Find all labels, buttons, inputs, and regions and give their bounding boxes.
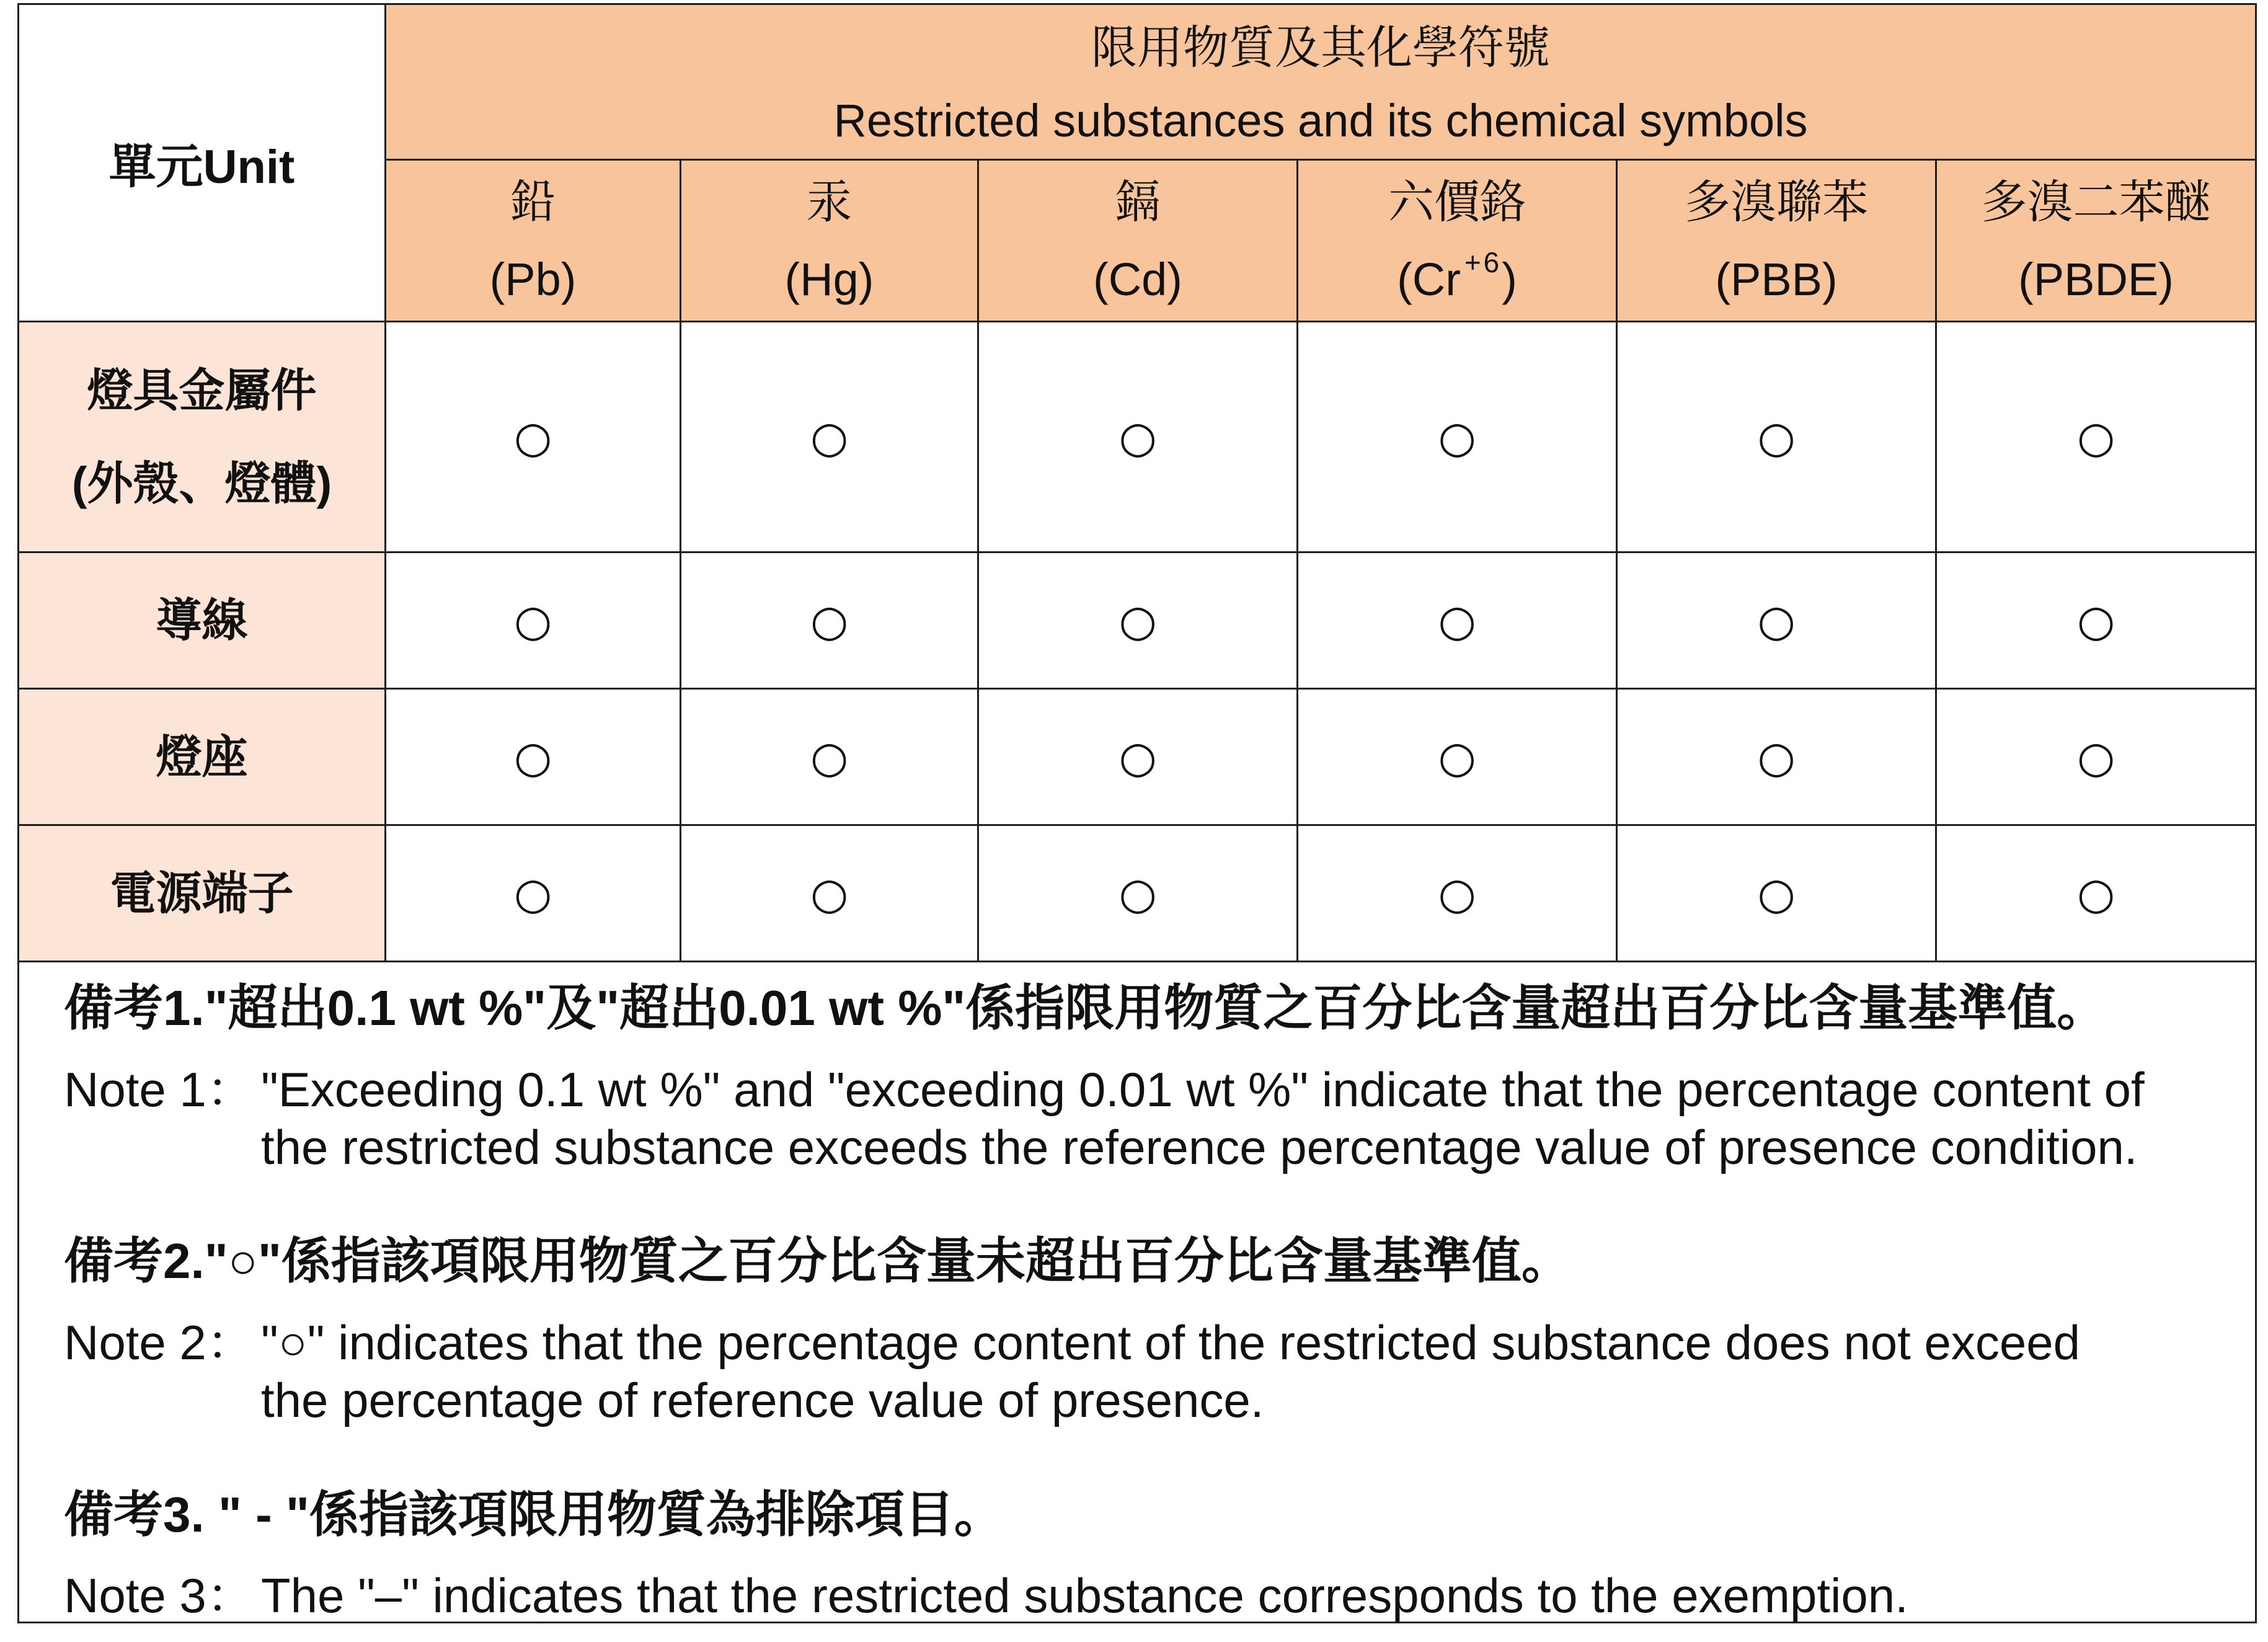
table-cell [386,553,680,688]
compliance-mark: ○ [1438,868,1476,919]
substance-symbol: (Hg) [784,254,874,305]
note-1-zh: 備考1."超出0.1 wt %"及"超出0.01 wt %"係指限用物質之百分比含量超出百分比含量基準值。 [64,980,2107,1036]
compliance-mark: ○ [1757,595,1796,646]
compliance-mark: ○ [810,731,849,783]
compliance-mark: ○ [810,868,849,919]
note-1-text [261,1061,2145,1176]
table-cell [386,826,680,961]
table-cell [1298,322,1616,551]
substance-name: 鉛 [510,176,556,228]
compliance-mark: ○ [1757,868,1796,919]
table-cell [979,690,1296,824]
restricted-substances-header-zh: 限用物質及其化學符號 [1091,22,1550,73]
substance-symbol: (PBDE) [2018,254,2174,305]
substance-symbol-base: (Cr [1397,254,1461,305]
table-cell [1937,826,2255,961]
unit-column-header [19,5,384,321]
substance-symbol: (PBB) [1715,254,1838,305]
note-2-zh: 備考2."○"係指該項限用物質之百分比含量未超出百分比含量基準值。 [64,1233,1571,1289]
substance-header-mercury [681,161,977,321]
table-cell [979,322,1296,551]
note-2-label: Note 2： [64,1315,255,1370]
note-1-label: Note 1： [64,1062,255,1117]
compliance-mark: ○ [1757,731,1796,783]
notes-section [17,962,2257,1623]
table-cell [681,690,977,824]
substance-name: 多溴二苯醚 [1981,176,2211,228]
table-cell [1618,826,1935,961]
compliance-mark: ○ [513,411,552,463]
compliance-mark: ○ [1118,868,1157,919]
note-1-en [64,1061,2145,1176]
table-cell [1298,690,1616,824]
note-2-text [261,1314,2080,1429]
substance-symbol: (Cd) [1093,254,1182,305]
substance-header-pbb [1618,161,1935,321]
table-cell [1298,553,1616,688]
substance-header-lead [386,161,680,321]
note-2-text-line: "○" indicates that the percentage content of the restricted substance does not exceed [261,1315,2080,1370]
note-3-text-line: The "–" indicates that the restricted substance corresponds to the exemption. [261,1568,1908,1623]
substance-header-hexavalent-chromium [1298,161,1616,321]
note-3-en [64,1569,1908,1622]
note-2-en [64,1314,2080,1429]
substance-header-pbde [1937,161,2255,321]
table-cell [1298,826,1616,961]
compliance-mark: ○ [1757,411,1796,463]
compliance-mark: ○ [1438,731,1476,783]
table-cell [386,690,680,824]
compliance-mark: ○ [2076,868,2115,919]
note-2-text-line: the percentage of reference value of presence. [261,1373,1264,1427]
substance-symbol-close: ) [1502,254,1517,305]
compliance-mark: ○ [513,868,552,919]
table-cell [979,553,1296,688]
table-cell [1937,553,2255,688]
table-cell [1618,553,1935,688]
restricted-substances-header [386,5,2255,159]
note-1-text-line: "Exceeding 0.1 wt %" and "exceeding 0.01 wt %" indicate that the percentage content of [261,1062,2145,1117]
table-cell [1618,690,1935,824]
table-cell [681,826,977,961]
table-cell [1937,690,2255,824]
table-cell [386,322,680,551]
substance-name: 多溴聯苯 [1685,176,1868,228]
compliance-mark: ○ [1118,595,1157,646]
compliance-mark: ○ [810,411,849,463]
substance-name: 六價鉻 [1388,176,1526,228]
unit-label-line: 導線 [156,594,248,646]
compliance-mark: ○ [1438,411,1476,463]
note-1-text-line: the restricted substance exceeds the reference percentage value of presence condition. [261,1120,2138,1174]
substance-symbol: (Pb) [489,254,577,305]
compliance-mark: ○ [2076,595,2115,646]
note-3-label: Note 3： [64,1568,255,1623]
unit-label-metal-parts [19,322,384,551]
rohs-table [17,3,2257,962]
table-cell [681,553,977,688]
compliance-mark: ○ [1438,595,1476,646]
compliance-mark: ○ [513,731,552,783]
note-3-zh: 備考3. " - "係指該項限用物質為排除項目。 [64,1487,1004,1542]
unit-label-line: 燈座 [156,730,248,783]
unit-label-wires [19,553,384,688]
restricted-substances-header-en: Restricted substances and its chemical symbols [833,95,1808,146]
substance-name: 汞 [806,176,853,228]
substance-name: 鎘 [1115,176,1161,228]
unit-header-label: 單元Unit [109,141,295,193]
table-cell [681,322,977,551]
table-cell [979,826,1296,961]
unit-label-line: (外殼、燈體) [71,457,332,509]
substance-header-cadmium [979,161,1296,321]
table-cell [1618,322,1935,551]
compliance-mark: ○ [810,595,849,646]
compliance-mark: ○ [2076,411,2115,463]
compliance-mark: ○ [513,595,552,646]
substance-symbol-superscript: +6 [1464,246,1502,279]
compliance-mark: ○ [1118,731,1157,783]
compliance-mark: ○ [1118,411,1157,463]
unit-label-power-terminal [19,826,384,961]
compliance-mark: ○ [2076,731,2115,783]
table-cell [1937,322,2255,551]
unit-label-line: 電源端子 [110,867,294,919]
unit-label-lamp-socket [19,690,384,824]
substance-symbol [1397,241,1517,318]
note-3-text [261,1569,1908,1622]
unit-label-line: 燈具金屬件 [87,364,317,416]
